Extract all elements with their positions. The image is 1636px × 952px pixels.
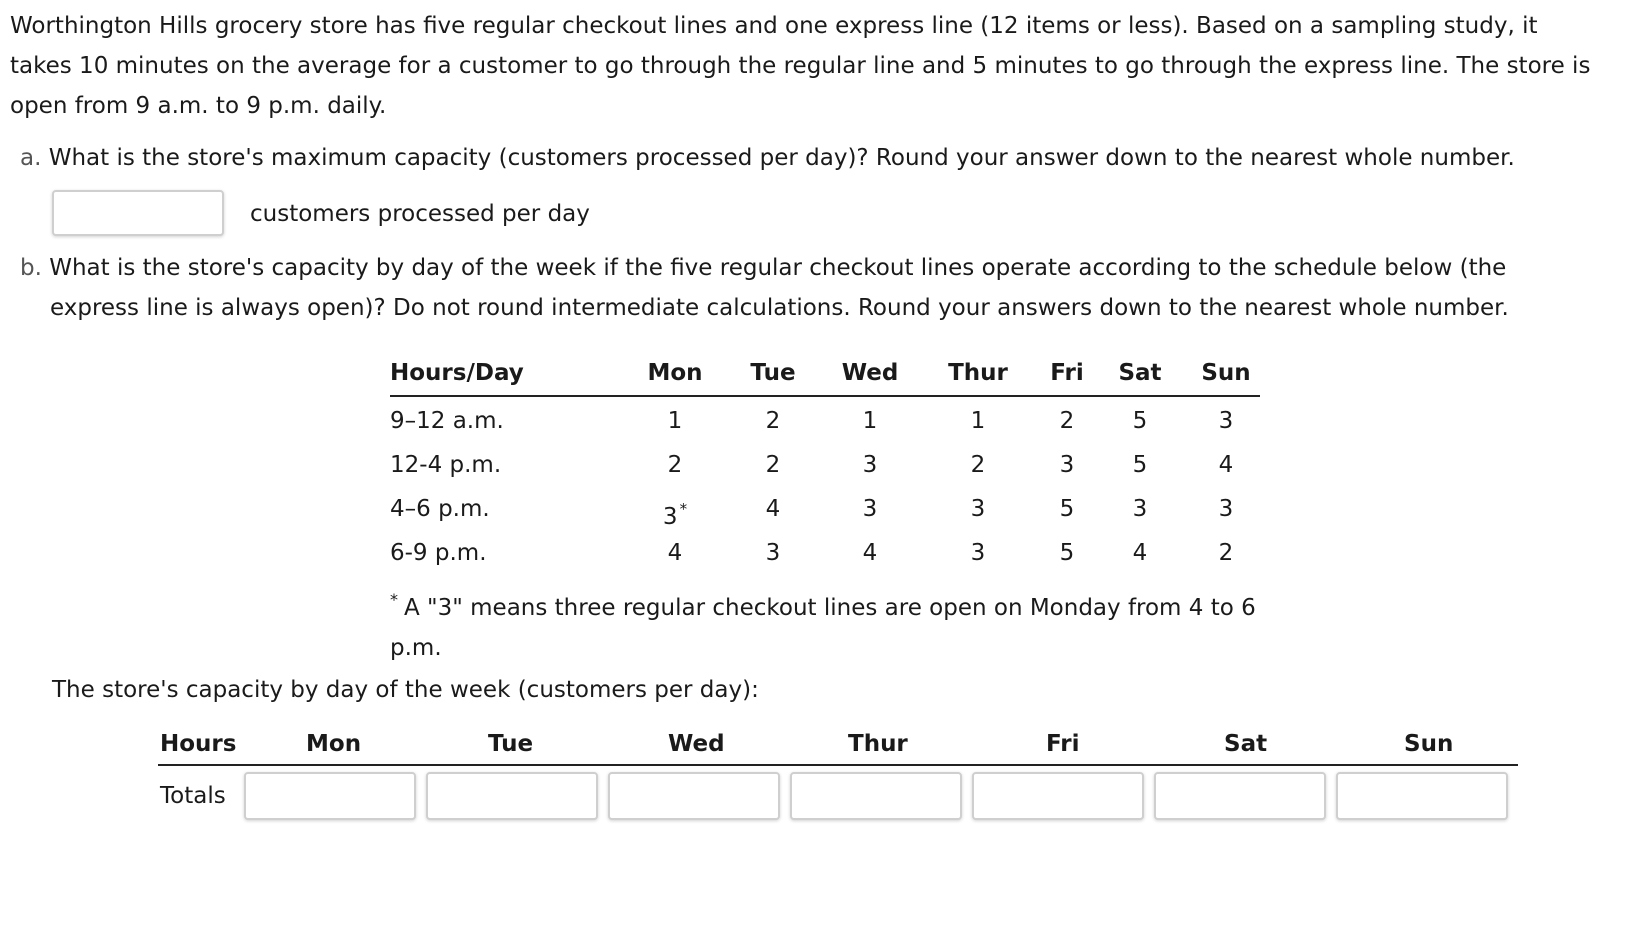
footnote-star: * <box>390 590 398 609</box>
question-b-letter: b. <box>20 255 42 281</box>
total-tue-input[interactable] <box>426 772 598 820</box>
schedule-cell: 1 <box>667 408 683 434</box>
schedule-row <box>390 443 1260 487</box>
schedule-header-wed: Wed <box>841 360 899 386</box>
schedule-cell: 1 <box>862 408 878 434</box>
schedule-cell: 4 <box>667 540 683 566</box>
schedule-header-tue: Tue <box>750 360 796 386</box>
question-a-letter: a. <box>20 145 42 171</box>
schedule-cell: 3 <box>765 540 781 566</box>
schedule-cell: 3 <box>862 452 878 478</box>
schedule-cell: 3 <box>970 540 986 566</box>
schedule-cell: 4 <box>765 496 781 522</box>
answer-a-input[interactable] <box>52 190 224 236</box>
schedule-cell: 4 <box>1218 452 1234 478</box>
capacity-header-sun: Sun <box>1404 731 1454 757</box>
question-a <box>20 138 1620 178</box>
schedule-cell: 2 <box>1059 408 1075 434</box>
schedule-body <box>390 397 1260 575</box>
schedule-cell: 3 <box>1059 452 1075 478</box>
schedule-table <box>390 353 1260 575</box>
problem-intro: Worthington Hills grocery store has five regular checkout lines and one express line (12 items or less). Based on a sampling study, it takes 10 minutes on the average for a customer to go through the regular line and 5 minutes to go through the express line. The store is open from 9 a.m. to 9 p.m. daily. <box>10 13 1591 119</box>
question-a-text: What is the store's maximum capacity (customers processed per day)? Round your answer down to the nearest whole number. <box>48 145 1515 171</box>
totals-label: Totals <box>160 783 226 809</box>
schedule-cell: 4 <box>862 540 878 566</box>
total-sat-input[interactable] <box>1154 772 1326 820</box>
schedule-header-sun: Sun <box>1201 360 1251 386</box>
schedule-cell: 2 <box>765 452 781 478</box>
total-mon-input[interactable] <box>244 772 416 820</box>
schedule-row <box>390 487 1260 531</box>
total-sun-input[interactable] <box>1336 772 1508 820</box>
schedule-header-thur: Thur <box>948 360 1008 386</box>
schedule-header-fri: Fri <box>1050 360 1084 386</box>
total-fri-input[interactable] <box>972 772 1144 820</box>
schedule-row-label: 6-9 p.m. <box>390 540 487 566</box>
schedule-cell: 5 <box>1132 452 1148 478</box>
schedule-footnote <box>390 580 1270 668</box>
footnote-marker: * <box>679 500 688 518</box>
schedule-cell: 5 <box>1059 496 1075 522</box>
schedule-row <box>390 531 1260 575</box>
schedule-cell: 3 <box>970 496 986 522</box>
capacity-table <box>158 724 1518 824</box>
schedule-cell: 2 <box>1218 540 1234 566</box>
capacity-totals-row <box>158 768 1518 824</box>
capacity-header-sat: Sat <box>1224 731 1268 757</box>
schedule-cell: 1 <box>970 408 986 434</box>
schedule-cell-value: 3 <box>662 504 678 530</box>
question-b <box>20 248 1580 328</box>
schedule-cell: 2 <box>667 452 683 478</box>
question-b-text-line2: express line is always open)? Do not round intermediate calculations. Round your answers down to the nearest whole number. <box>50 295 1509 321</box>
schedule-header-mon: Mon <box>647 360 703 386</box>
schedule-cell: 3 <box>1132 496 1148 522</box>
schedule-cell: 5 <box>1132 408 1148 434</box>
capacity-header-thur: Thur <box>848 731 908 757</box>
schedule-row <box>390 399 1260 443</box>
capacity-header-mon: Mon <box>306 731 362 757</box>
schedule-cell: 5 <box>1059 540 1075 566</box>
schedule-header-row <box>390 353 1260 397</box>
schedule-row-label: 9–12 a.m. <box>390 408 504 434</box>
capacity-header-tue: Tue <box>488 731 534 757</box>
capacity-header-fri: Fri <box>1046 731 1080 757</box>
total-wed-input[interactable] <box>608 772 780 820</box>
schedule-header-sat: Sat <box>1118 360 1162 386</box>
capacity-header-wed: Wed <box>668 731 725 757</box>
answer-a-unit: customers processed per day <box>250 201 590 227</box>
schedule-row-label: 4–6 p.m. <box>390 496 490 522</box>
question-b-text-line1: What is the store's capacity by day of the week if the five regular checkout lines operate according to the schedule below (the <box>49 255 1507 281</box>
capacity-header-hours: Hours <box>160 731 237 757</box>
total-thur-input[interactable] <box>790 772 962 820</box>
schedule-header-hours: Hours/Day <box>390 360 524 386</box>
schedule-cell: 4 <box>1132 540 1148 566</box>
schedule-cell: 3 <box>1218 496 1234 522</box>
footnote-text: A "3" means three regular checkout lines are open on Monday from 4 to 6 p.m. <box>390 595 1256 661</box>
schedule-row-label: 12-4 p.m. <box>390 452 502 478</box>
capacity-header-row <box>158 724 1518 766</box>
schedule-cell: 2 <box>765 408 781 434</box>
schedule-cell: 2 <box>970 452 986 478</box>
capacity-title: The store's capacity by day of the week (customers per day): <box>52 677 759 703</box>
schedule-cell: 3 <box>862 496 878 522</box>
schedule-cell: 3 <box>1218 408 1234 434</box>
